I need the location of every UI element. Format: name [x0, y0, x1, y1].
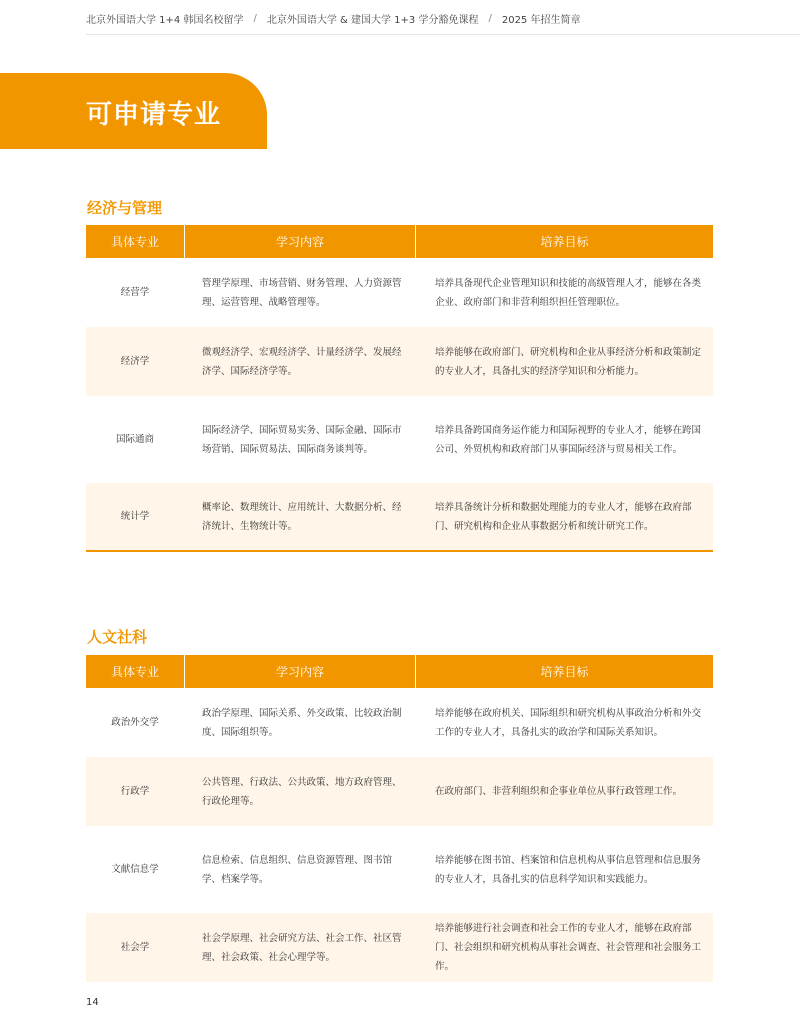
cell-major: 政治外交学 [111, 717, 159, 728]
header-content: 学习内容 [184, 655, 415, 688]
cell-major: 统计学 [120, 511, 150, 522]
cell-content: 管理学原理、市场营销、财务管理、人力资源管理、运营管理、战略管理等。 [202, 277, 402, 308]
table-row [86, 688, 713, 757]
cell-goal: 培养能够在政府机关、国际组织和研究机构从事政治分析和外交工作的专业人才，具备扎实的政治学和国际关系知识。 [435, 707, 702, 738]
cell-goal: 培养具备跨国商务运作能力和国际视野的专业人才，能够在跨国公司、外贸机构和政府部门从事国际经济与贸易相关工作。 [435, 424, 702, 455]
section-title-economics: 经济与管理 [87, 199, 163, 217]
cell-major: 行政学 [120, 786, 150, 797]
breadcrumb-separator: / [488, 12, 492, 24]
cell-content: 政治学原理、国际关系、外交政策、比较政治制度、国际组织等。 [202, 707, 402, 738]
cell-goal: 培养具备统计分析和数据处理能力的专业人才，能够在政府部门、研究机构和企业从事数据分析和统计研究工作。 [435, 501, 692, 532]
header-major: 具体专业 [110, 235, 159, 249]
table-row [86, 757, 713, 826]
breadcrumb-item-course: 北京外国语大学 & 建国大学 1+3 学分豁免课程 [266, 14, 479, 26]
majors-table-humanities [86, 655, 713, 982]
cell-content: 信息检索、信息组织、信息资源管理、图书馆学、档案学等。 [202, 854, 393, 885]
cell-goal: 培养能够在政府部门、研究机构和企业从事经济分析和政策制定的专业人才，具备扎实的经济学知识和分析能力。 [435, 346, 702, 377]
table-row [86, 258, 713, 327]
cell-major: 文献信息学 [111, 864, 159, 875]
page-title: 可申请专业 [86, 100, 222, 130]
cell-major: 经营学 [120, 287, 150, 298]
table-bottom-rule [86, 550, 713, 552]
header-goal: 培养目标 [415, 655, 713, 688]
cell-content: 概率论、数理统计、应用统计、大数据分析、经济统计、生物统计等。 [202, 501, 402, 532]
table-row [86, 327, 713, 396]
table-header [86, 655, 713, 688]
cell-content: 社会学原理、社会研究方法、社会工作、社区管理、社会政策、社会心理学等。 [202, 932, 402, 963]
cell-major: 国际通商 [115, 434, 154, 445]
breadcrumb-separator: / [253, 12, 257, 24]
cell-major: 社会学 [120, 942, 150, 953]
header-content: 学习内容 [184, 225, 415, 258]
breadcrumb [86, 10, 580, 26]
cell-goal: 在政府部门、非营利组织和企事业单位从事行政管理工作。 [435, 786, 683, 797]
cell-content: 公共管理、行政法、公共政策、地方政府管理、行政伦理等。 [202, 776, 402, 807]
table-header [86, 225, 713, 258]
majors-table-economics [86, 225, 713, 552]
cell-content: 国际经济学、国际贸易实务、国际金融、国际市场营销、国际贸易法、国际商务谈判等。 [202, 424, 402, 455]
cell-goal: 培养能够进行社会调查和社会工作的专业人才，能够在政府部门、社会组织和研究机构从事社会调查、社会管理和社会服务工作。 [435, 923, 702, 972]
cell-goal: 培养能够在图书馆、档案馆和信息机构从事信息管理和信息服务的专业人才，具备扎实的信息科学知识和实践能力。 [435, 854, 702, 885]
table-row [86, 483, 713, 550]
header-major: 具体专业 [110, 665, 159, 679]
cell-content: 微观经济学、宏观经济学、计量经济学、发展经济学、国际经济学等。 [202, 346, 402, 377]
table-row [86, 913, 713, 982]
section-title-humanities: 人文社科 [87, 628, 148, 646]
table-row [86, 826, 713, 913]
breadcrumb-item-brochure: 2025 年招生简章 [501, 14, 581, 26]
header-goal: 培养目标 [415, 225, 713, 258]
cell-major: 经济学 [120, 356, 150, 367]
cell-goal: 培养具备现代企业管理知识和技能的高级管理人才，能够在各类企业、政府部门和非营利组织担任管理职位。 [435, 277, 702, 308]
table-row [86, 396, 713, 483]
breadcrumb-item-program: 北京外国语大学 1+4 韩国名校留学 [86, 14, 244, 26]
page-number: 14 [86, 997, 99, 1008]
header-divider [86, 34, 800, 35]
